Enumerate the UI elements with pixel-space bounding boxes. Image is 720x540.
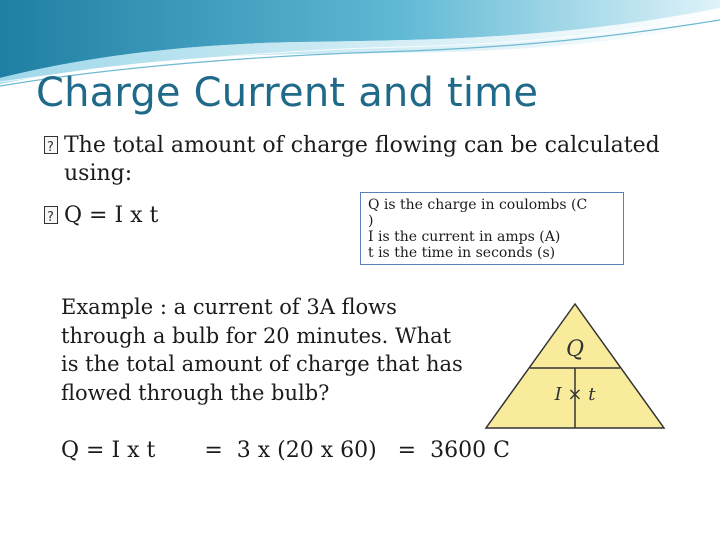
example-line: Example : a current of 3A flows [61, 295, 397, 319]
example-line: through a bulb for 20 minutes. What [61, 323, 452, 348]
example-line: flowed through the bulb? [61, 380, 330, 405]
triangle-bottom-label: I × t [554, 384, 596, 405]
missing-glyph-icon [44, 206, 58, 224]
example-question [61, 293, 461, 407]
missing-glyph-icon [44, 136, 58, 154]
definition-line: I is the current in amps (A) [368, 229, 561, 245]
example-line: is the total amount of charge that has [61, 352, 463, 376]
definition-line: ) [368, 213, 374, 229]
slide-title: Charge Current and time [36, 70, 539, 116]
formula-triangle [478, 298, 672, 436]
bullet-formula-text: Q = I x t [64, 203, 159, 228]
calculation-line: Q = I x t = 3 x (20 x 60) = 3600 C [61, 438, 510, 463]
bullet-intro-text: The total amount of charge flowing can be calculated using: [64, 133, 660, 186]
definition-line: Q is the charge in coulombs (C [368, 197, 588, 213]
definitions-box [360, 192, 624, 265]
bullet-intro [44, 132, 694, 188]
bullet-formula [44, 202, 158, 230]
definition-line: t is the time in seconds (s) [368, 245, 556, 261]
triangle-top-label: Q [565, 337, 585, 362]
